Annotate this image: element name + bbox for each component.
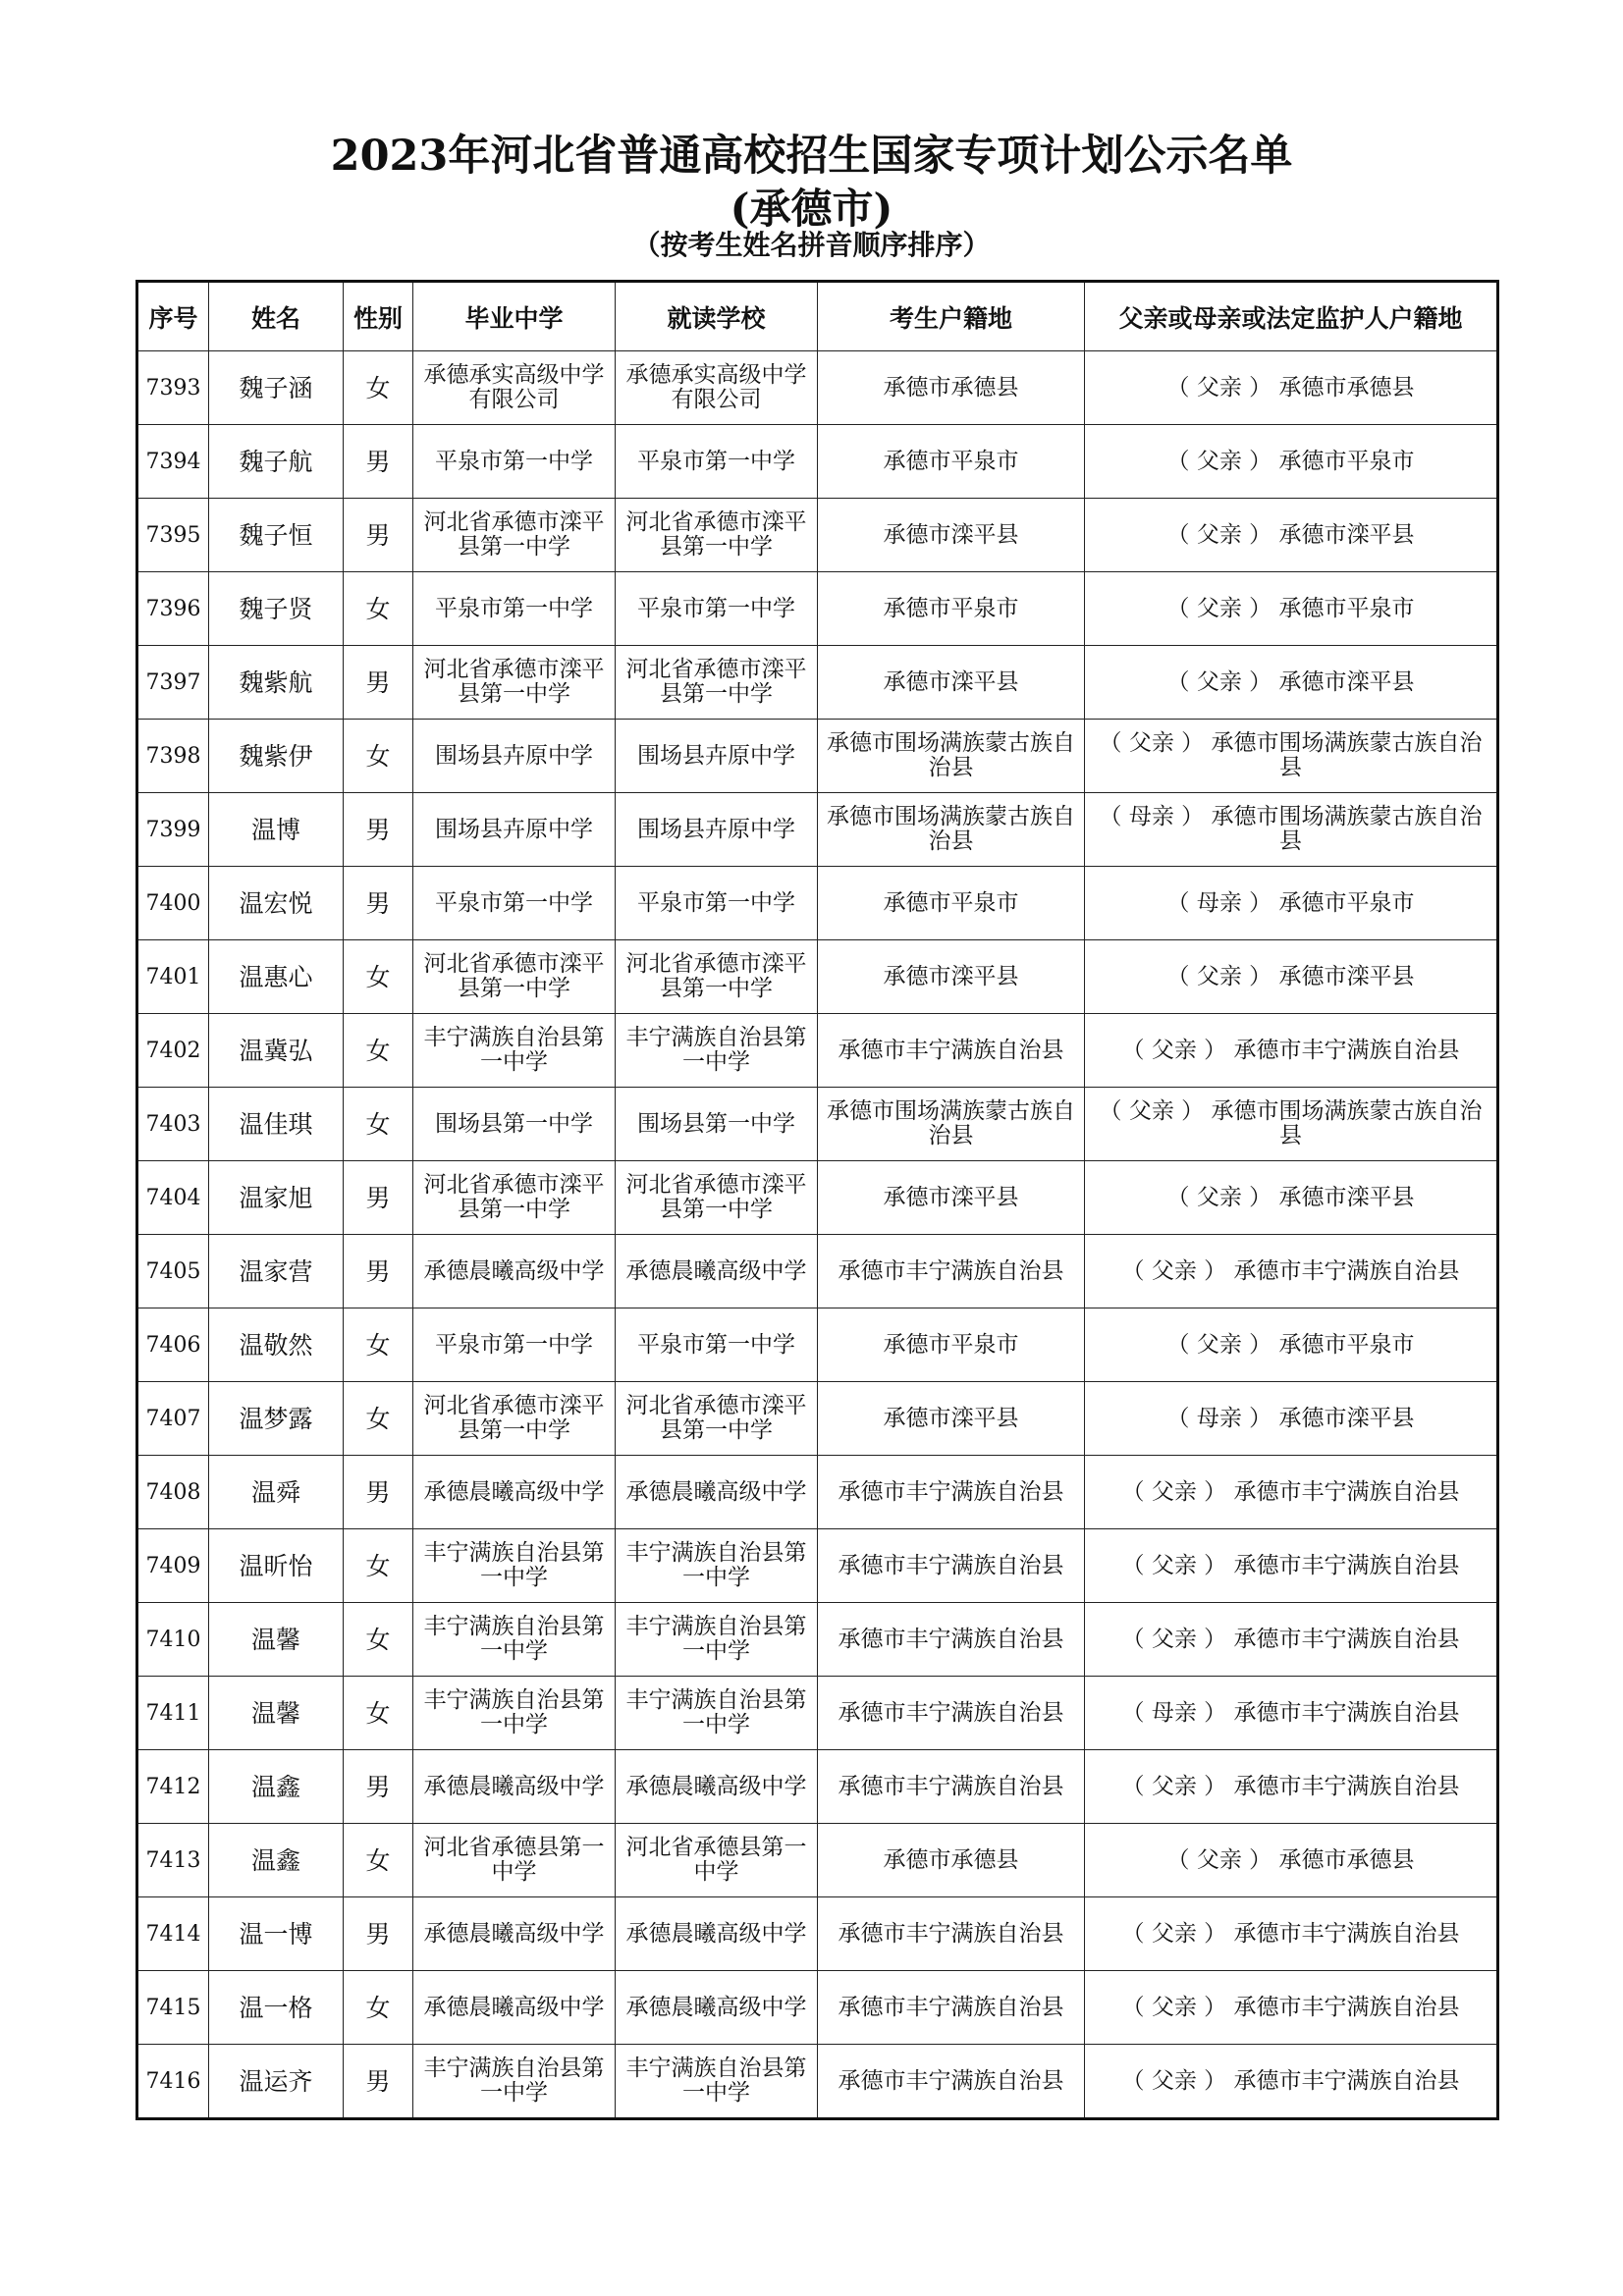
row-sex: 男 [344, 1161, 413, 1235]
row-current-school: 承德晨曦高级中学 [616, 1971, 818, 2045]
row-current-school: 平泉市第一中学 [616, 867, 818, 940]
row-number: 7413 [137, 1824, 209, 1897]
row-hukou: 承德市滦平县 [818, 1382, 1085, 1456]
row-number: 7400 [137, 867, 209, 940]
row-sex: 女 [344, 351, 413, 425]
row-graduation-school: 承德晨曦高级中学 [413, 1456, 616, 1529]
row-number: 7414 [137, 1897, 209, 1971]
row-graduation-school: 河北省承德市滦平县第一中学 [413, 940, 616, 1014]
row-number: 7398 [137, 720, 209, 793]
row-number: 7394 [137, 425, 209, 499]
row-parent-hukou: （ 父亲 ） 承德市平泉市 [1085, 572, 1498, 646]
row-graduation-school: 平泉市第一中学 [413, 572, 616, 646]
row-number: 7410 [137, 1603, 209, 1677]
document-subtitle: (承德市) [730, 185, 893, 233]
header-no: 序号 [137, 282, 209, 351]
row-number: 7411 [137, 1677, 209, 1750]
row-graduation-school: 承德晨曦高级中学 [413, 1750, 616, 1824]
row-name: 魏子恒 [209, 499, 344, 572]
row-number: 7399 [137, 793, 209, 867]
header-name: 姓名 [209, 282, 344, 351]
row-sex: 男 [344, 646, 413, 720]
row-sex: 女 [344, 1824, 413, 1897]
row-current-school: 围场县卉原中学 [616, 720, 818, 793]
row-number: 7402 [137, 1014, 209, 1088]
row-name: 温博 [209, 793, 344, 867]
row-parent-hukou: （ 父亲 ） 承德市滦平县 [1085, 940, 1498, 1014]
row-name: 温一格 [209, 1971, 344, 2045]
table-row [137, 1897, 1498, 1971]
header-parent-hukou: 父亲或母亲或法定监护人户籍地 [1085, 282, 1498, 351]
row-graduation-school: 承德晨曦高级中学 [413, 1971, 616, 2045]
table-row [137, 1824, 1498, 1897]
row-hukou: 承德市平泉市 [818, 425, 1085, 499]
row-current-school: 河北省承德县第一中学 [616, 1824, 818, 1897]
header-sex: 性别 [344, 282, 413, 351]
row-current-school: 河北省承德市滦平县第一中学 [616, 1161, 818, 1235]
row-current-school: 丰宁满族自治县第一中学 [616, 1529, 818, 1603]
row-parent-hukou: （ 父亲 ） 承德市滦平县 [1085, 1161, 1498, 1235]
table-row [137, 1750, 1498, 1824]
table-row [137, 1014, 1498, 1088]
row-hukou: 承德市丰宁满族自治县 [818, 1603, 1085, 1677]
row-sex: 女 [344, 1088, 413, 1161]
row-hukou: 承德市丰宁满族自治县 [818, 1235, 1085, 1308]
row-number: 7407 [137, 1382, 209, 1456]
row-parent-hukou: （ 父亲 ） 承德市丰宁满族自治县 [1085, 1603, 1498, 1677]
table-row [137, 1677, 1498, 1750]
row-hukou: 承德市平泉市 [818, 572, 1085, 646]
row-number: 7401 [137, 940, 209, 1014]
document-title: 2023年河北省普通高校招生国家专项计划公示名单 [330, 132, 1293, 181]
row-hukou: 承德市丰宁满族自治县 [818, 1529, 1085, 1603]
row-name: 温佳琪 [209, 1088, 344, 1161]
table-row [137, 1235, 1498, 1308]
row-graduation-school: 河北省承德市滦平县第一中学 [413, 1382, 616, 1456]
row-parent-hukou: （ 父亲 ） 承德市平泉市 [1085, 425, 1498, 499]
row-graduation-school: 丰宁满族自治县第一中学 [413, 1677, 616, 1750]
row-current-school: 丰宁满族自治县第一中学 [616, 1014, 818, 1088]
row-hukou: 承德市丰宁满族自治县 [818, 2045, 1085, 2119]
row-current-school: 承德承实高级中学有限公司 [616, 351, 818, 425]
row-parent-hukou: （ 母亲 ） 承德市滦平县 [1085, 1382, 1498, 1456]
row-sex: 女 [344, 1529, 413, 1603]
row-current-school: 承德晨曦高级中学 [616, 1897, 818, 1971]
row-parent-hukou: （ 父亲 ） 承德市承德县 [1085, 1824, 1498, 1897]
table-row [137, 720, 1498, 793]
row-parent-hukou: （ 父亲 ） 承德市围场满族蒙古族自治县 [1085, 1088, 1498, 1161]
table-row [137, 646, 1498, 720]
row-parent-hukou: （ 父亲 ） 承德市丰宁满族自治县 [1085, 1235, 1498, 1308]
row-name: 魏子贤 [209, 572, 344, 646]
row-current-school: 河北省承德市滦平县第一中学 [616, 940, 818, 1014]
table-row [137, 1382, 1498, 1456]
row-number: 7409 [137, 1529, 209, 1603]
table-header-row [137, 282, 1498, 351]
row-parent-hukou: （ 父亲 ） 承德市丰宁满族自治县 [1085, 1897, 1498, 1971]
row-name: 魏子涵 [209, 351, 344, 425]
table-row [137, 1971, 1498, 2045]
table-row [137, 1529, 1498, 1603]
row-parent-hukou: （ 父亲 ） 承德市丰宁满族自治县 [1085, 1971, 1498, 2045]
row-hukou: 承德市滦平县 [818, 940, 1085, 1014]
row-graduation-school: 承德承实高级中学有限公司 [413, 351, 616, 425]
row-hukou: 承德市滦平县 [818, 499, 1085, 572]
row-hukou: 承德市承德县 [818, 351, 1085, 425]
row-name: 魏子航 [209, 425, 344, 499]
header-hukou: 考生户籍地 [818, 282, 1085, 351]
row-graduation-school: 围场县卉原中学 [413, 793, 616, 867]
row-graduation-school: 承德晨曦高级中学 [413, 1235, 616, 1308]
row-name: 温馨 [209, 1603, 344, 1677]
row-name: 魏紫航 [209, 646, 344, 720]
row-graduation-school: 平泉市第一中学 [413, 867, 616, 940]
table-row [137, 1088, 1498, 1161]
row-sex: 女 [344, 1971, 413, 2045]
row-name: 温冀弘 [209, 1014, 344, 1088]
row-parent-hukou: （ 父亲 ） 承德市丰宁满族自治县 [1085, 1750, 1498, 1824]
row-hukou: 承德市丰宁满族自治县 [818, 1971, 1085, 2045]
row-current-school: 围场县第一中学 [616, 1088, 818, 1161]
row-parent-hukou: （ 父亲 ） 承德市丰宁满族自治县 [1085, 1456, 1498, 1529]
row-parent-hukou: （ 父亲 ） 承德市围场满族蒙古族自治县 [1085, 720, 1498, 793]
row-graduation-school: 河北省承德市滦平县第一中学 [413, 1161, 616, 1235]
row-current-school: 平泉市第一中学 [616, 1308, 818, 1382]
table-row [137, 1603, 1498, 1677]
row-parent-hukou: （ 父亲 ） 承德市滦平县 [1085, 499, 1498, 572]
row-current-school: 平泉市第一中学 [616, 425, 818, 499]
row-hukou: 承德市丰宁满族自治县 [818, 1456, 1085, 1529]
row-sex: 男 [344, 499, 413, 572]
row-number: 7397 [137, 646, 209, 720]
row-hukou: 承德市丰宁满族自治县 [818, 1014, 1085, 1088]
candidate-table [135, 280, 1499, 2120]
row-name: 温敬然 [209, 1308, 344, 1382]
row-sex: 女 [344, 940, 413, 1014]
row-name: 温运齐 [209, 2045, 344, 2119]
table-row [137, 425, 1498, 499]
row-sex: 女 [344, 1014, 413, 1088]
row-number: 7405 [137, 1235, 209, 1308]
row-graduation-school: 河北省承德市滦平县第一中学 [413, 646, 616, 720]
row-graduation-school: 河北省承德市滦平县第一中学 [413, 499, 616, 572]
row-sex: 女 [344, 1677, 413, 1750]
row-name: 温梦露 [209, 1382, 344, 1456]
row-number: 7412 [137, 1750, 209, 1824]
row-current-school: 围场县卉原中学 [616, 793, 818, 867]
row-number: 7416 [137, 2045, 209, 2119]
row-current-school: 承德晨曦高级中学 [616, 1235, 818, 1308]
row-hukou: 承德市滦平县 [818, 1161, 1085, 1235]
row-number: 7396 [137, 572, 209, 646]
table-row [137, 867, 1498, 940]
row-hukou: 承德市平泉市 [818, 867, 1085, 940]
row-sex: 男 [344, 793, 413, 867]
row-current-school: 承德晨曦高级中学 [616, 1456, 818, 1529]
table-row [137, 351, 1498, 425]
row-parent-hukou: （ 母亲 ） 承德市围场满族蒙古族自治县 [1085, 793, 1498, 867]
table-row [137, 1456, 1498, 1529]
row-name: 温昕怡 [209, 1529, 344, 1603]
table-row [137, 572, 1498, 646]
row-hukou: 承德市丰宁满族自治县 [818, 1897, 1085, 1971]
row-sex: 男 [344, 1456, 413, 1529]
header-graduation-school: 毕业中学 [413, 282, 616, 351]
row-name: 温馨 [209, 1677, 344, 1750]
table-row [137, 1308, 1498, 1382]
row-hukou: 承德市平泉市 [818, 1308, 1085, 1382]
row-number: 7404 [137, 1161, 209, 1235]
row-parent-hukou: （ 母亲 ） 承德市丰宁满族自治县 [1085, 1677, 1498, 1750]
row-current-school: 丰宁满族自治县第一中学 [616, 1677, 818, 1750]
row-parent-hukou: （ 父亲 ） 承德市承德县 [1085, 351, 1498, 425]
row-sex: 男 [344, 867, 413, 940]
header-current-school: 就读学校 [616, 282, 818, 351]
row-current-school: 平泉市第一中学 [616, 572, 818, 646]
row-name: 温惠心 [209, 940, 344, 1014]
row-graduation-school: 围场县卉原中学 [413, 720, 616, 793]
row-current-school: 河北省承德市滦平县第一中学 [616, 499, 818, 572]
table-row [137, 499, 1498, 572]
row-name: 温家旭 [209, 1161, 344, 1235]
row-name: 温鑫 [209, 1824, 344, 1897]
sort-note: （按考生姓名拼音顺序排序） [632, 229, 991, 261]
row-sex: 女 [344, 572, 413, 646]
row-current-school: 河北省承德市滦平县第一中学 [616, 1382, 818, 1456]
row-name: 温宏悦 [209, 867, 344, 940]
table-row [137, 793, 1498, 867]
row-name: 温舜 [209, 1456, 344, 1529]
row-number: 7395 [137, 499, 209, 572]
row-parent-hukou: （ 父亲 ） 承德市丰宁满族自治县 [1085, 1014, 1498, 1088]
row-sex: 女 [344, 1382, 413, 1456]
row-current-school: 丰宁满族自治县第一中学 [616, 1603, 818, 1677]
row-current-school: 河北省承德市滦平县第一中学 [616, 646, 818, 720]
table-row [137, 940, 1498, 1014]
row-sex: 女 [344, 1308, 413, 1382]
row-name: 魏紫伊 [209, 720, 344, 793]
row-current-school: 丰宁满族自治县第一中学 [616, 2045, 818, 2119]
row-hukou: 承德市滦平县 [818, 646, 1085, 720]
row-name: 温鑫 [209, 1750, 344, 1824]
row-number: 7408 [137, 1456, 209, 1529]
row-sex: 男 [344, 1235, 413, 1308]
row-sex: 男 [344, 1897, 413, 1971]
row-sex: 男 [344, 2045, 413, 2119]
row-sex: 女 [344, 720, 413, 793]
row-parent-hukou: （ 父亲 ） 承德市滦平县 [1085, 646, 1498, 720]
row-graduation-school: 丰宁满族自治县第一中学 [413, 1603, 616, 1677]
row-graduation-school: 承德晨曦高级中学 [413, 1897, 616, 1971]
row-sex: 男 [344, 1750, 413, 1824]
row-graduation-school: 河北省承德县第一中学 [413, 1824, 616, 1897]
table-row [137, 2045, 1498, 2119]
row-number: 7393 [137, 351, 209, 425]
row-parent-hukou: （ 父亲 ） 承德市丰宁满族自治县 [1085, 1529, 1498, 1603]
row-graduation-school: 丰宁满族自治县第一中学 [413, 1529, 616, 1603]
table-row [137, 1161, 1498, 1235]
row-hukou: 承德市围场满族蒙古族自治县 [818, 720, 1085, 793]
row-parent-hukou: （ 父亲 ） 承德市平泉市 [1085, 1308, 1498, 1382]
row-graduation-school: 丰宁满族自治县第一中学 [413, 2045, 616, 2119]
row-sex: 男 [344, 425, 413, 499]
row-graduation-school: 围场县第一中学 [413, 1088, 616, 1161]
row-number: 7415 [137, 1971, 209, 2045]
row-hukou: 承德市承德县 [818, 1824, 1085, 1897]
row-name: 温一博 [209, 1897, 344, 1971]
row-current-school: 承德晨曦高级中学 [616, 1750, 818, 1824]
row-hukou: 承德市丰宁满族自治县 [818, 1677, 1085, 1750]
row-graduation-school: 平泉市第一中学 [413, 1308, 616, 1382]
row-graduation-school: 平泉市第一中学 [413, 425, 616, 499]
row-parent-hukou: （ 母亲 ） 承德市平泉市 [1085, 867, 1498, 940]
row-hukou: 承德市围场满族蒙古族自治县 [818, 1088, 1085, 1161]
row-number: 7403 [137, 1088, 209, 1161]
row-hukou: 承德市丰宁满族自治县 [818, 1750, 1085, 1824]
row-number: 7406 [137, 1308, 209, 1382]
row-name: 温家营 [209, 1235, 344, 1308]
row-sex: 女 [344, 1603, 413, 1677]
row-hukou: 承德市围场满族蒙古族自治县 [818, 793, 1085, 867]
row-graduation-school: 丰宁满族自治县第一中学 [413, 1014, 616, 1088]
row-parent-hukou: （ 父亲 ） 承德市丰宁满族自治县 [1085, 2045, 1498, 2119]
